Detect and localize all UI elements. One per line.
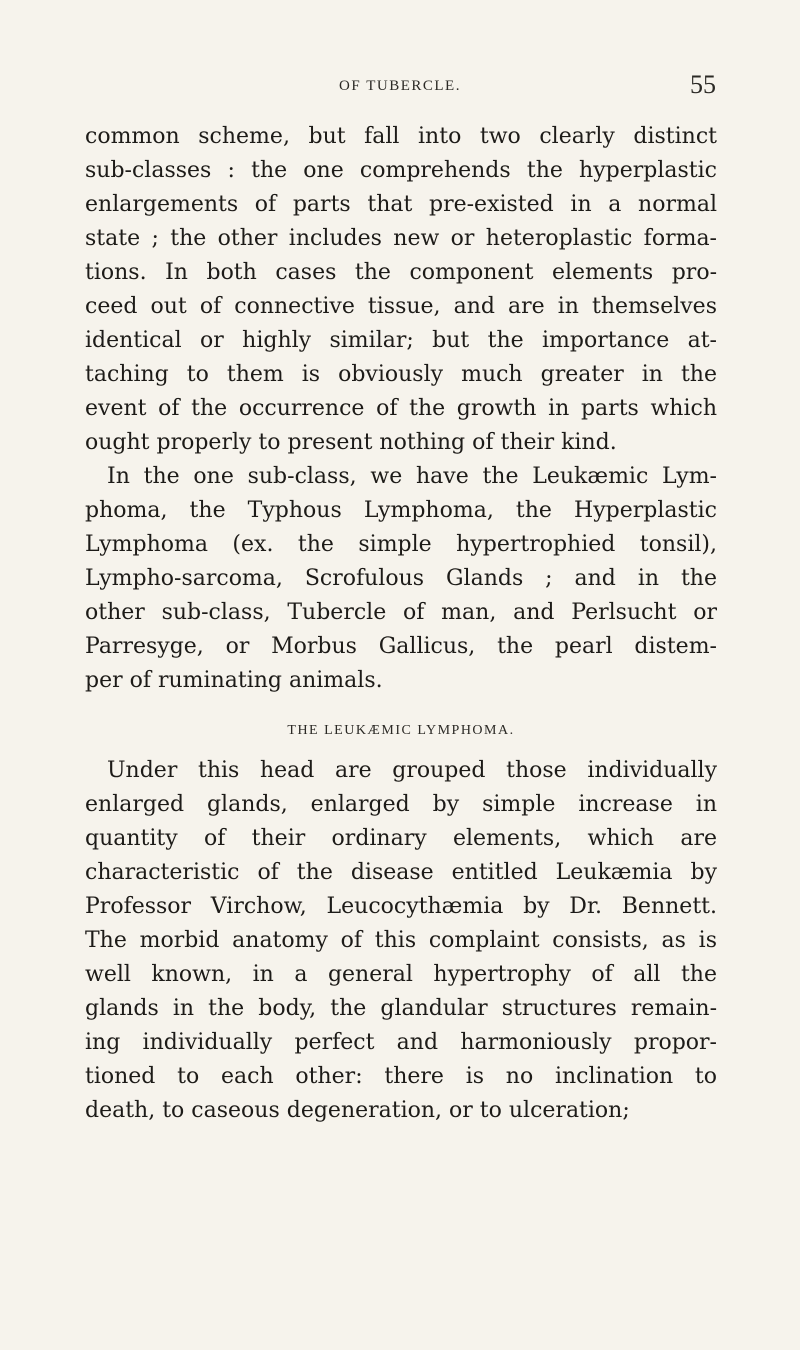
text-line: ought properly to present nothing of their kind. bbox=[85, 430, 617, 455]
text-line: Lympho-sarcoma, Scrofulous Glands ; and in the bbox=[85, 566, 717, 591]
text-line: other sub-class, Tubercle of man, and Perlsucht or bbox=[85, 600, 717, 625]
running-head bbox=[82, 70, 718, 104]
text-line: state ; the other includes new or heteroplastic forma- bbox=[85, 226, 717, 251]
text-line: Under this head are grouped those individually bbox=[107, 758, 717, 783]
text-line: death, to caseous degeneration, or to ulceration; bbox=[85, 1098, 630, 1123]
paragraph-1 bbox=[85, 120, 717, 460]
text-line: tioned to each other: there is no inclination to bbox=[85, 1064, 717, 1089]
section-heading: THE LEUKÆMIC LYMPHOMA. bbox=[287, 723, 515, 738]
text-line: characteristic of the disease entitled Leukæmia by bbox=[85, 860, 717, 885]
text-line: common scheme, but fall into two clearly distinct bbox=[85, 124, 717, 149]
text-line: ceed out of connective tissue, and are in themselves bbox=[85, 294, 717, 319]
paragraph-2 bbox=[85, 460, 717, 698]
paragraph-3 bbox=[85, 754, 717, 1128]
text-line: enlargements of parts that pre-existed in a normal bbox=[85, 192, 717, 217]
body-text bbox=[85, 120, 717, 1128]
text-line: per of ruminating animals. bbox=[85, 668, 383, 693]
text-line: In the one sub-class, we have the Leukæmic Lym- bbox=[107, 464, 717, 489]
text-line: The morbid anatomy of this complaint consists, as is bbox=[85, 928, 717, 953]
text-line: glands in the body, the glandular structures remain- bbox=[85, 996, 717, 1021]
text-line: enlarged glands, enlarged by simple increase in bbox=[85, 792, 717, 817]
text-line: taching to them is obviously much greater in the bbox=[85, 362, 717, 387]
page-number: 55 bbox=[690, 70, 716, 99]
text-line: tions. In both cases the component elements pro- bbox=[85, 260, 717, 285]
text-line: Professor Virchow, Leucocythæmia by Dr. Bennett. bbox=[85, 894, 717, 919]
text-line: Lymphoma (ex. the simple hypertrophied tonsil), bbox=[85, 532, 717, 557]
text-line: phoma, the Typhous Lymphoma, the Hyperplastic bbox=[85, 498, 717, 523]
text-line: quantity of their ordinary elements, which are bbox=[85, 826, 717, 851]
text-line: event of the occurrence of the growth in parts which bbox=[85, 396, 717, 421]
text-line: identical or highly similar; but the importance at- bbox=[85, 328, 717, 353]
text-line: ing individually perfect and harmoniously propor- bbox=[85, 1030, 717, 1055]
text-line: sub-classes : the one comprehends the hyperplastic bbox=[85, 158, 717, 183]
running-title: OF TUBERCLE. bbox=[339, 78, 461, 94]
text-line: well known, in a general hypertrophy of all the bbox=[85, 962, 717, 987]
text-line: Parresyge, or Morbus Gallicus, the pearl distem- bbox=[85, 634, 717, 659]
